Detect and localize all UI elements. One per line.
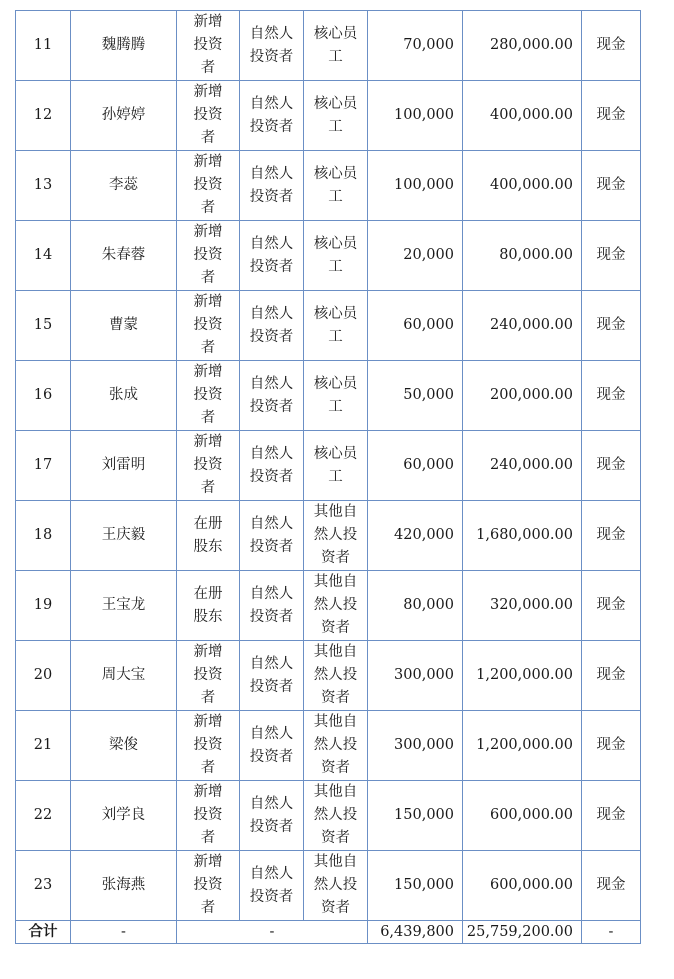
subscribed-shares: 300,000 (368, 641, 463, 711)
investor-type-line: 投资 (193, 37, 223, 53)
investor-category-line: 资者 (321, 620, 350, 636)
investor-type-lines (194, 431, 223, 500)
investor-nature-line: 投资者 (249, 888, 294, 905)
investor-type-line: 新增 (193, 154, 223, 170)
investor-category-line: 其他自 (313, 504, 358, 520)
investor-type (177, 781, 240, 851)
investor-nature-line: 自然人 (249, 375, 294, 392)
investor-name: 王宝龙 (71, 571, 177, 641)
table-row (16, 641, 641, 711)
investor-type (177, 641, 240, 711)
investor-type-line: 者 (200, 200, 216, 216)
table-body (16, 11, 641, 944)
subscribed-amount: 280,000.00 (463, 11, 582, 81)
row-number: 16 (16, 361, 71, 431)
investor-nature-line: 自然人 (249, 235, 294, 252)
subscribed-shares: 100,000 (368, 81, 463, 151)
row-number: 15 (16, 291, 71, 361)
investor-type (177, 851, 240, 921)
table-row (16, 291, 641, 361)
investor-nature-line: 自然人 (249, 515, 294, 532)
investor-category-lines (314, 571, 358, 640)
investor-name: 王庆毅 (71, 501, 177, 571)
investor-nature-line: 自然人 (249, 585, 294, 602)
investor-type-line: 者 (200, 900, 216, 916)
investor-type-lines (194, 513, 223, 559)
total-shares: 6,439,800 (368, 921, 463, 944)
investor-category-line: 其他自 (313, 854, 358, 870)
investor-type-line: 投资 (193, 317, 223, 333)
investor-type-lines (194, 11, 223, 80)
investor-category (304, 781, 368, 851)
investor-category-line: 资者 (321, 690, 350, 706)
investor-type-line: 投资 (193, 177, 223, 193)
investor-name: 张成 (71, 361, 177, 431)
investor-type-line: 者 (200, 480, 216, 496)
investor-nature-line: 投资者 (249, 748, 294, 765)
investor-type-line: 投资 (193, 807, 223, 823)
investor-category-lines (314, 23, 358, 69)
investor-nature-line: 投资者 (249, 328, 294, 345)
investor-category-line: 核心员 (313, 305, 358, 322)
investor-category-lines (314, 373, 358, 419)
subscribed-amount: 600,000.00 (463, 851, 582, 921)
investor-category-line: 核心员 (313, 25, 358, 42)
investor-type (177, 571, 240, 641)
investor-name: 李蕊 (71, 151, 177, 221)
investor-nature (240, 291, 304, 361)
investor-category-line: 工 (328, 468, 343, 485)
investor-nature-line: 自然人 (249, 725, 294, 742)
investor-category-line: 然人投 (313, 807, 358, 823)
investor-nature-line: 投资者 (249, 538, 294, 555)
total-amount: 25,759,200.00 (463, 921, 582, 944)
investor-type-line: 者 (200, 340, 216, 356)
payment-method: 现金 (582, 221, 641, 291)
investor-type (177, 151, 240, 221)
table-row (16, 851, 641, 921)
investor-category-line: 核心员 (313, 95, 358, 112)
subscription-table (15, 10, 641, 944)
investor-category-line: 工 (328, 398, 343, 415)
row-number: 19 (16, 571, 71, 641)
investor-type-line: 者 (200, 270, 216, 286)
investor-name: 朱春蓉 (71, 221, 177, 291)
investor-type-line: 新增 (193, 434, 223, 450)
investor-type-line: 投资 (193, 247, 223, 263)
investor-category-line: 资者 (321, 550, 350, 566)
investor-nature (240, 11, 304, 81)
investor-type-line: 新增 (193, 364, 223, 380)
payment-method: 现金 (582, 781, 641, 851)
total-row (16, 921, 641, 944)
payment-method: 现金 (582, 291, 641, 361)
payment-method: 现金 (582, 711, 641, 781)
row-number: 22 (16, 781, 71, 851)
total-name-dash: - (71, 921, 177, 944)
subscribed-shares: 20,000 (368, 221, 463, 291)
investor-type-line: 者 (200, 830, 216, 846)
payment-method: 现金 (582, 641, 641, 711)
row-number: 21 (16, 711, 71, 781)
investor-nature-line: 投资者 (249, 48, 294, 65)
investor-nature (240, 571, 304, 641)
investor-nature (240, 361, 304, 431)
table-row (16, 11, 641, 81)
investor-category (304, 11, 368, 81)
investor-type-line: 投资 (193, 877, 223, 893)
investor-name: 梁俊 (71, 711, 177, 781)
investor-category (304, 501, 368, 571)
subscribed-shares: 150,000 (368, 781, 463, 851)
investor-category-lines (314, 711, 358, 780)
table-row (16, 501, 641, 571)
investor-type (177, 431, 240, 501)
investor-nature-line: 自然人 (249, 305, 294, 322)
investor-category-line: 工 (328, 328, 343, 345)
investor-category (304, 151, 368, 221)
payment-method: 现金 (582, 501, 641, 571)
row-number: 20 (16, 641, 71, 711)
investor-type-line: 新增 (193, 224, 223, 240)
investor-category-line: 资者 (321, 900, 350, 916)
investor-category-line: 其他自 (313, 574, 358, 590)
investor-category-line: 核心员 (313, 165, 358, 182)
subscribed-shares: 80,000 (368, 571, 463, 641)
investor-type-line: 新增 (193, 294, 223, 310)
investor-type-lines (194, 151, 223, 220)
investor-category-line: 核心员 (313, 235, 358, 252)
investor-name: 刘学良 (71, 781, 177, 851)
subscribed-amount: 1,200,000.00 (463, 711, 582, 781)
investor-category-line: 然人投 (313, 667, 358, 683)
investor-type-line: 者 (200, 130, 216, 146)
investor-category-lines (314, 443, 358, 489)
investor-type (177, 711, 240, 781)
subscribed-amount: 240,000.00 (463, 431, 582, 501)
investor-type-line: 新增 (193, 714, 223, 730)
investor-nature-lines (250, 723, 294, 769)
payment-method: 现金 (582, 571, 641, 641)
investor-nature-lines (250, 303, 294, 349)
investor-category-line: 然人投 (313, 527, 358, 543)
investor-category-line: 核心员 (313, 445, 358, 462)
investor-type-line: 者 (200, 60, 216, 76)
investor-type-line: 股东 (193, 538, 223, 555)
payment-method: 现金 (582, 81, 641, 151)
investor-nature-line: 自然人 (249, 655, 294, 672)
investor-type-line: 者 (200, 690, 216, 706)
investor-type-lines (194, 781, 223, 850)
investor-category-lines (314, 233, 358, 279)
investor-name: 刘雷明 (71, 431, 177, 501)
investor-nature (240, 641, 304, 711)
investor-category-line: 然人投 (313, 877, 358, 893)
investor-type (177, 81, 240, 151)
investor-nature-lines (250, 163, 294, 209)
investor-nature-line: 自然人 (249, 795, 294, 812)
investor-category-line: 资者 (321, 830, 350, 846)
investor-category-line: 资者 (321, 760, 350, 776)
investor-name: 魏腾腾 (71, 11, 177, 81)
investor-category-lines (314, 851, 358, 920)
investor-type-line: 在册 (193, 515, 223, 532)
investor-type-line: 新增 (193, 14, 223, 30)
investor-category (304, 361, 368, 431)
table-row (16, 781, 641, 851)
row-number: 11 (16, 11, 71, 81)
investor-type-line: 新增 (193, 644, 223, 660)
investor-category (304, 81, 368, 151)
investor-nature (240, 781, 304, 851)
investor-nature-lines (250, 793, 294, 839)
investor-nature (240, 711, 304, 781)
investor-category-line: 然人投 (313, 737, 358, 753)
investor-category (304, 431, 368, 501)
investor-type (177, 221, 240, 291)
investor-nature-line: 投资者 (249, 398, 294, 415)
investor-name: 曹蒙 (71, 291, 177, 361)
investor-type (177, 291, 240, 361)
investor-nature-line: 自然人 (249, 865, 294, 882)
subscribed-shares: 60,000 (368, 431, 463, 501)
subscribed-shares: 100,000 (368, 151, 463, 221)
investor-type-line: 新增 (193, 854, 223, 870)
subscribed-shares: 50,000 (368, 361, 463, 431)
subscribed-amount: 320,000.00 (463, 571, 582, 641)
investor-category-lines (314, 781, 358, 850)
table-row (16, 361, 641, 431)
investor-nature-line: 投资者 (249, 468, 294, 485)
investor-type-line: 股东 (193, 608, 223, 625)
subscribed-amount: 240,000.00 (463, 291, 582, 361)
investor-nature (240, 151, 304, 221)
subscribed-amount: 600,000.00 (463, 781, 582, 851)
investor-nature (240, 431, 304, 501)
investor-type-line: 新增 (193, 784, 223, 800)
table-row (16, 81, 641, 151)
table-row (16, 431, 641, 501)
subscribed-amount: 200,000.00 (463, 361, 582, 431)
investor-type-line: 者 (200, 760, 216, 776)
investor-type-lines (194, 291, 223, 360)
investor-type (177, 501, 240, 571)
investor-type-line: 新增 (193, 84, 223, 100)
investor-nature (240, 81, 304, 151)
investor-name: 张海燕 (71, 851, 177, 921)
investor-nature-line: 自然人 (249, 95, 294, 112)
table-row (16, 571, 641, 641)
investor-category-line: 工 (328, 118, 343, 135)
payment-method: 现金 (582, 11, 641, 81)
investor-nature-line: 自然人 (249, 165, 294, 182)
investor-category (304, 711, 368, 781)
subscribed-amount: 400,000.00 (463, 81, 582, 151)
subscribed-amount: 1,200,000.00 (463, 641, 582, 711)
row-number: 18 (16, 501, 71, 571)
investor-nature-lines (250, 23, 294, 69)
investor-type-lines (194, 641, 223, 710)
total-method-dash: - (582, 921, 641, 944)
investor-type-lines (194, 81, 223, 150)
investor-category-line: 工 (328, 48, 343, 65)
investor-nature-lines (250, 93, 294, 139)
investor-nature-line: 投资者 (249, 608, 294, 625)
investor-nature-line: 投资者 (249, 678, 294, 695)
total-label: 合计 (16, 921, 71, 944)
investor-category (304, 641, 368, 711)
investor-nature-lines (250, 373, 294, 419)
investor-category-line: 工 (328, 258, 343, 275)
payment-method: 现金 (582, 151, 641, 221)
row-number: 12 (16, 81, 71, 151)
investor-category-lines (314, 641, 358, 710)
investor-nature-lines (250, 443, 294, 489)
investor-nature-line: 投资者 (249, 118, 294, 135)
table-row (16, 221, 641, 291)
table-row (16, 711, 641, 781)
investor-category-line: 其他自 (313, 714, 358, 730)
payment-method: 现金 (582, 851, 641, 921)
investor-type-line: 投资 (193, 457, 223, 473)
investor-type-lines (194, 221, 223, 290)
row-number: 23 (16, 851, 71, 921)
row-number: 17 (16, 431, 71, 501)
investor-name: 孙婷婷 (71, 81, 177, 151)
investor-nature (240, 501, 304, 571)
investor-category-lines (314, 303, 358, 349)
investor-category-line: 核心员 (313, 375, 358, 392)
investor-type-line: 投资 (193, 387, 223, 403)
investor-name: 周大宝 (71, 641, 177, 711)
investor-nature-line: 投资者 (249, 818, 294, 835)
investor-nature-line: 自然人 (249, 445, 294, 462)
investor-nature-lines (250, 513, 294, 559)
investor-category-lines (314, 501, 358, 570)
row-number: 14 (16, 221, 71, 291)
investor-nature-line: 自然人 (249, 25, 294, 42)
subscribed-shares: 420,000 (368, 501, 463, 571)
investor-category (304, 291, 368, 361)
payment-method: 现金 (582, 431, 641, 501)
subscribed-shares: 60,000 (368, 291, 463, 361)
investor-type-lines (194, 851, 223, 920)
investor-nature-lines (250, 863, 294, 909)
table-row (16, 151, 641, 221)
subscribed-amount: 400,000.00 (463, 151, 582, 221)
investor-nature (240, 851, 304, 921)
investor-type-line: 投资 (193, 667, 223, 683)
investor-nature-lines (250, 233, 294, 279)
payment-method: 现金 (582, 361, 641, 431)
investor-category-lines (314, 163, 358, 209)
investor-category-line: 其他自 (313, 784, 358, 800)
investor-type (177, 11, 240, 81)
investor-type-line: 投资 (193, 107, 223, 123)
investor-category-line: 然人投 (313, 597, 358, 613)
investor-nature-line: 投资者 (249, 258, 294, 275)
investor-type-line: 投资 (193, 737, 223, 753)
investor-nature (240, 221, 304, 291)
investor-type-lines (194, 711, 223, 780)
investor-nature-lines (250, 653, 294, 699)
investor-category-line: 其他自 (313, 644, 358, 660)
investor-type-lines (194, 583, 223, 629)
row-number: 13 (16, 151, 71, 221)
investor-category-lines (314, 93, 358, 139)
investor-nature-line: 投资者 (249, 188, 294, 205)
investor-type (177, 361, 240, 431)
investor-category (304, 851, 368, 921)
investor-type-line: 者 (200, 410, 216, 426)
subscribed-shares: 300,000 (368, 711, 463, 781)
investor-category-line: 工 (328, 188, 343, 205)
subscribed-shares: 70,000 (368, 11, 463, 81)
investor-category (304, 571, 368, 641)
investor-type-line: 在册 (193, 585, 223, 602)
subscribed-amount: 1,680,000.00 (463, 501, 582, 571)
investor-type-lines (194, 361, 223, 430)
investor-nature-lines (250, 583, 294, 629)
total-middle-dash: - (177, 921, 368, 944)
subscribed-shares: 150,000 (368, 851, 463, 921)
investor-category (304, 221, 368, 291)
subscribed-amount: 80,000.00 (463, 221, 582, 291)
